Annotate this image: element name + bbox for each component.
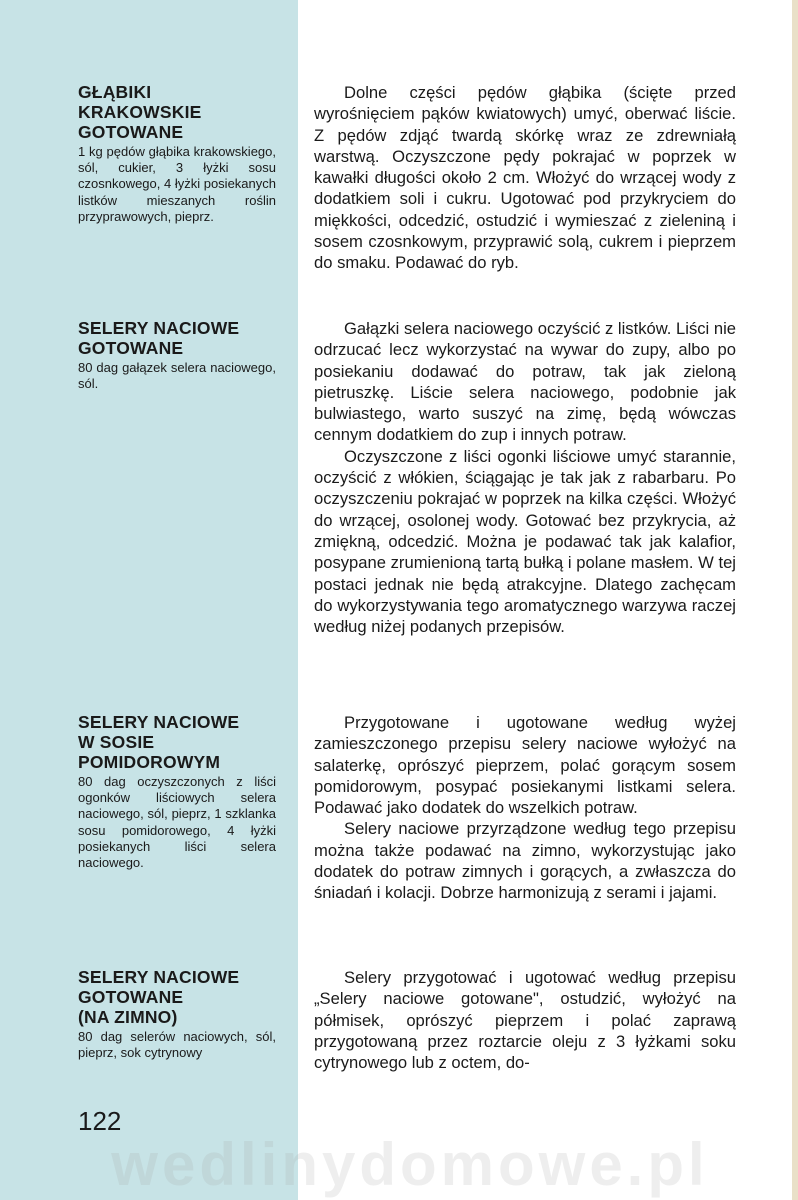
recipe-title (78, 712, 276, 772)
recipe-title (78, 82, 276, 142)
title-line: W SOSIE (78, 732, 155, 752)
paragraph: Przygotowane i ugotowane według wyżej zamieszczonego przepisu selery naciowe wyłożyć na salaterkę, oprószyć pieprzem, polać gorącym sosem pomidorowym, posypać posiekanymi listkami selera. Podawać jako dodatek do wszelkich potraw. (314, 713, 736, 818)
title-line: (NA ZIMNO) (78, 1007, 178, 1027)
ingredients: 80 dag gałązek selera naciowego, sól. (78, 360, 276, 392)
paragraph: Selery przygotować i ugotować według przepisu „Selery naciowe gotowane", ostudzić, wyłożyć na półmisek, oprószyć pieprzem i polać zaprawą przygotowaną przez roztarcie oleju z 3 łyżkami soku cytrynowego lub z octem, do- (314, 968, 736, 1073)
page-number: 122 (78, 1106, 122, 1136)
watermark: wedlinydomowe.pl (111, 1131, 709, 1198)
recipe-side (78, 82, 276, 225)
ingredients: 80 dag selerów naciowych, sól, pieprz, sok cytrynowy (78, 1029, 276, 1061)
recipe-side (78, 712, 276, 871)
title-line: GOTOWANE (78, 338, 184, 358)
instructions (314, 712, 736, 904)
title-line: GOTOWANE (78, 122, 184, 142)
ingredients: 80 dag oczyszczonych z liści ogonków liściowych selera naciowego, sól, pieprz, 1 szklanka sosu pomidorowego, 4 łyżki posiekanych liści selera naciowego. (78, 774, 276, 871)
paragraph: Gałązki selera naciowego oczyścić z listków. Liści nie odrzucać lecz wykorzystać na wywar do zupy, albo po posiekaniu dodawać do potraw, tak jak zieloną pietruszkę. Liście selera naciowego, podobnie jak bulwiastego, warto suszyć na zimę, będą wówczas cennym dodatkiem do zup i innych potraw. (314, 319, 736, 445)
instructions (314, 318, 736, 637)
ingredients: 1 kg pędów głąbika krakowskiego, sól, cukier, 3 łyżki sosu czosnkowego, 4 łyżki posiekanych listków mieszanych roślin przyprawowych, pieprz. (78, 144, 276, 224)
recipe-title (78, 318, 276, 358)
title-line: GOTOWANE (78, 987, 184, 1007)
title-line: SELERY NACIOWE (78, 318, 240, 338)
title-line: GŁĄBIKI (78, 82, 152, 102)
recipe-title (78, 967, 276, 1027)
paragraph: Selery naciowe przyrządzone według tego przepisu można także podawać na zimno, wykorzystując jako dodatek do potraw zimnych i gorących, a zwłaszcza do śniadań i kolacji. Dobrze harmonizują z serami i jajami. (314, 819, 736, 903)
paragraph: Dolne części pędów głąbika (ścięte przed wyrośnięciem pąków kwiatowych) umyć, oberwać liście. Z pędów zdjąć twardą skórkę wraz ze zdrewniałą warstwą. Oczyszczone pędy pokrajać w poprzek w kawałki długości około 2 cm. Włożyć do wrzącej wody z dodatkiem soli i cukru. Ugotować pod przykryciem do miękkości, odcedzić, ostudzić i wymieszać z zieleniną i sosem czosnkowym, przyprawić solą, cukrem i pieprzem do smaku. Podawać do ryb. (314, 83, 736, 273)
title-line: SELERY NACIOWE (78, 967, 240, 987)
title-line: KRAKOWSKIE (78, 102, 202, 122)
instructions (314, 967, 736, 1073)
title-line: SELERY NACIOWE (78, 712, 240, 732)
instructions (314, 82, 736, 274)
recipe-side (78, 318, 276, 392)
recipe-side (78, 967, 276, 1061)
page-edge (792, 0, 798, 1200)
paragraph: Oczyszczone z liści ogonki liściowe umyć starannie, oczyścić z włókien, ściągając je tak jak z rabarbaru. Po oczyszczeniu pokrajać w poprzek na kilka części. Włożyć do wrzącej, osolonej wody. Gotować bez przykrycia, aż zmiękną, odcedzić. Można je podawać tak jak kalafior, posypane zrumienioną tartą bułką i polane masłem. W tej postaci jednak nie będą atrakcyjne. Dlatego zachęcam do wykorzystywania tego aromatycznego warzywa raczej według niżej podanych przepisów. (314, 446, 736, 637)
title-line: POMIDOROWYM (78, 752, 221, 772)
